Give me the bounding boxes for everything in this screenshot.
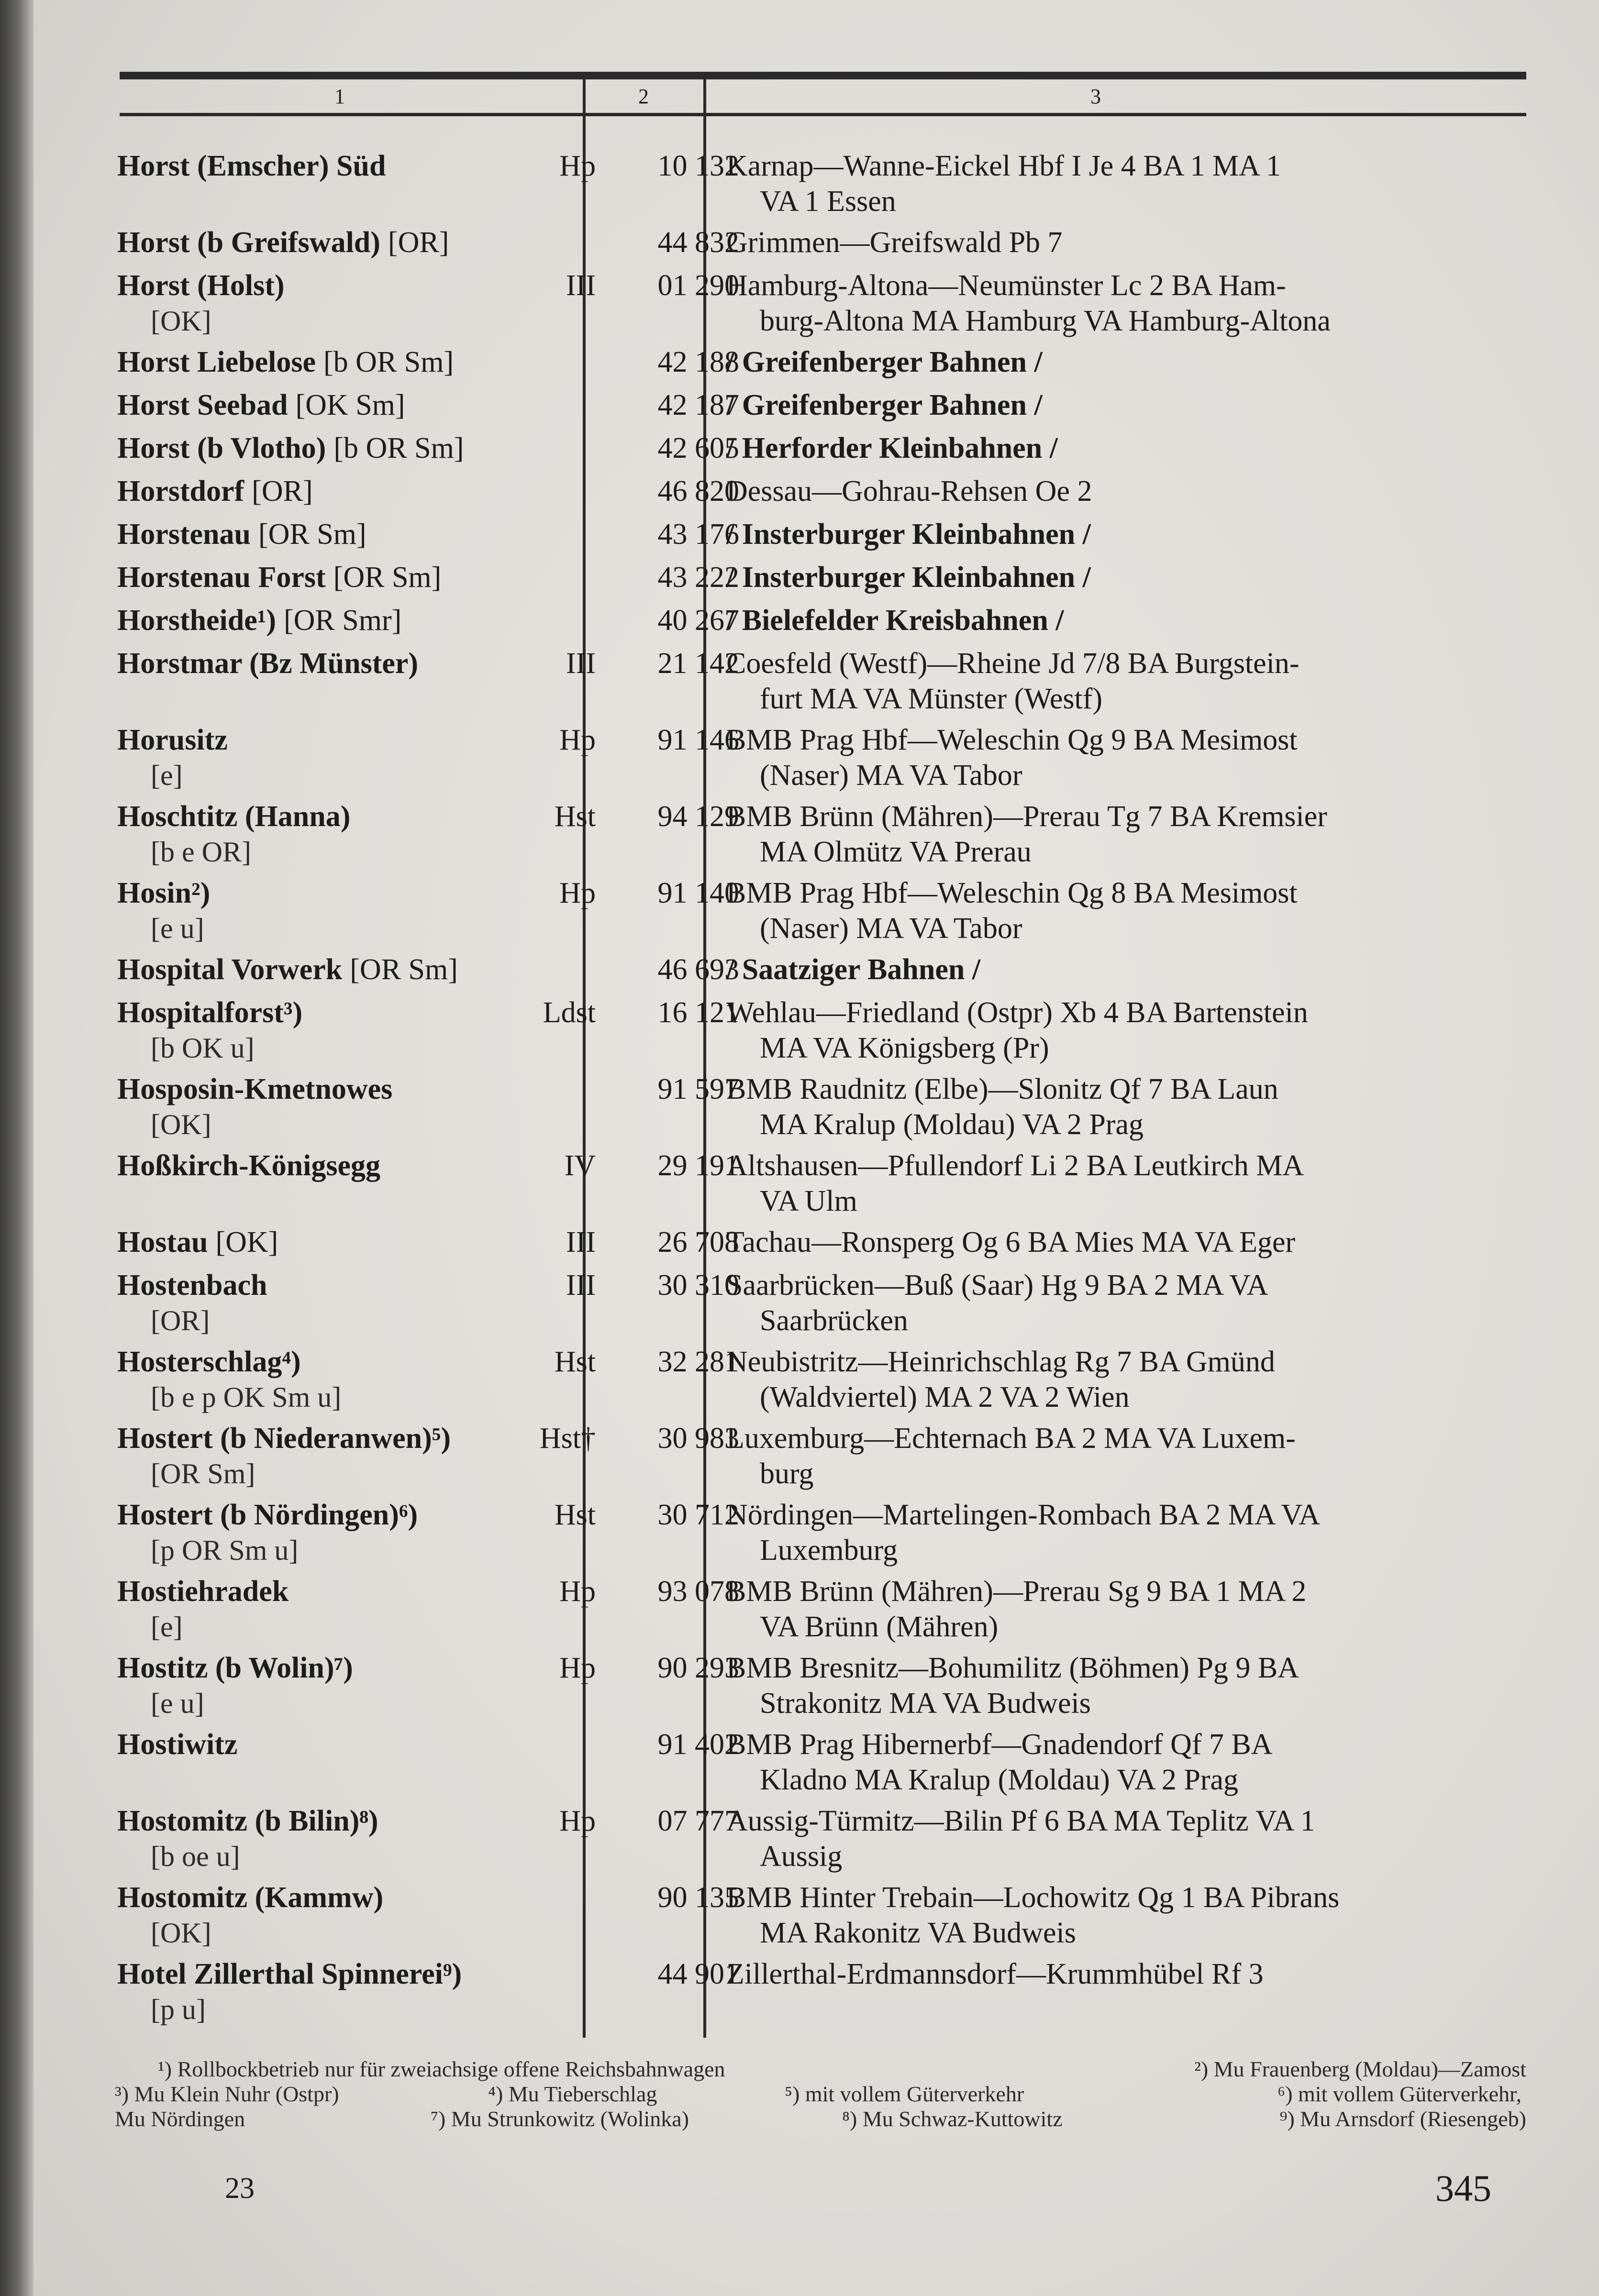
station-codes: [OK Sm] <box>295 389 405 421</box>
route-description <box>726 560 1528 595</box>
station-name-cell <box>117 268 596 339</box>
station-name-cell <box>117 1225 596 1260</box>
station-name-cell <box>117 474 596 509</box>
station-name-cell <box>117 148 596 184</box>
station-number-value: 42 187 <box>657 389 739 421</box>
route-line-2: Kladno MA Kralup (Moldau) VA 2 Prag <box>760 1764 1238 1796</box>
station-number-value: 30 310 <box>657 1269 739 1302</box>
station-number <box>596 225 739 260</box>
station-number <box>596 1421 739 1456</box>
station-name-cell <box>117 1727 596 1762</box>
station-codes: [OK] <box>151 1917 211 1949</box>
station-codes: [b e p OK Sm u] <box>151 1381 342 1413</box>
station-number <box>596 1497 739 1533</box>
station-name: Horstenau Forst <box>117 561 326 594</box>
station-name-cell <box>117 603 596 638</box>
footnote-line-2 <box>115 2082 1531 2107</box>
station-number-value: 26 708 <box>657 1226 739 1258</box>
route-line-1: Neubistritz—Heinrichschlag Rg 7 BA Gmünd <box>726 1346 1275 1378</box>
route-line-2: Luxemburg <box>760 1534 898 1567</box>
route-line-1: / Bielefelder Kreisbahnen / <box>726 604 1064 637</box>
station-class: III <box>566 1226 596 1258</box>
route-line-2: burg <box>760 1457 814 1490</box>
station-name: Horusitz <box>117 724 228 756</box>
station-number-value: 42 188 <box>657 346 739 378</box>
station-number <box>596 387 739 423</box>
station-number-value: 94 129 <box>657 800 739 833</box>
station-number-value: 16 121 <box>657 996 739 1029</box>
route-line-1: Karnap—Wanne-Eickel Hbf I Je 4 BA 1 MA 1 <box>726 150 1281 182</box>
route-line-1: / Herforder Kleinbahnen / <box>726 432 1058 464</box>
station-codes: [e u] <box>151 1688 204 1719</box>
route-description <box>726 344 1528 380</box>
station-name-cell <box>117 1650 596 1721</box>
station-name-cell <box>117 799 596 870</box>
station-name-cell <box>117 722 596 793</box>
station-name-cell <box>117 875 596 946</box>
route-description <box>726 1650 1528 1721</box>
footnote-9: ⁹) Mu Arnsdorf (Riesengeb) <box>1279 2107 1526 2131</box>
route-line-1: / Greifenberger Bahnen / <box>726 346 1043 378</box>
station-codes: [OR Smr] <box>283 604 402 637</box>
station-name: Hosterschlag⁴) <box>117 1346 301 1378</box>
route-description <box>726 1421 1528 1491</box>
station-codes: [b e OR] <box>151 836 251 868</box>
route-description <box>726 225 1528 260</box>
page-number: 345 <box>1435 2167 1491 2209</box>
station-number-value: 46 820 <box>657 475 739 508</box>
station-number <box>596 646 739 681</box>
station-number-value: 44 901 <box>657 1958 739 1990</box>
station-name: Hostiwitz <box>117 1728 238 1761</box>
route-line-1: Luxemburg—Echternach BA 2 MA VA Luxem- <box>726 1422 1296 1455</box>
station-number <box>596 1574 739 1609</box>
station-name: Hotel Zillerthal Spinnerei⁹) <box>117 1958 462 1990</box>
station-name: Hostenbach <box>117 1269 267 1302</box>
station-class: III <box>566 1269 596 1302</box>
footnote-2: ²) Mu Frauenberg (Moldau)—Zamost <box>1194 2057 1526 2081</box>
station-number <box>596 952 739 987</box>
footnote-6-cont: Mu Nördingen <box>115 2107 245 2131</box>
route-description <box>726 799 1528 870</box>
station-name-cell <box>117 1344 596 1415</box>
station-name-cell <box>117 1421 596 1491</box>
route-line-2: VA Ulm <box>760 1185 857 1217</box>
station-class: III <box>566 647 596 680</box>
route-description <box>726 1344 1528 1415</box>
station-number-value: 90 135 <box>657 1881 739 1914</box>
station-number-value: 30 983 <box>657 1422 739 1455</box>
station-number <box>596 995 739 1030</box>
station-name-cell <box>117 1574 596 1645</box>
station-name: Horstenau <box>117 518 251 551</box>
route-description <box>726 1880 1528 1951</box>
station-number-value: 42 605 <box>657 432 739 464</box>
station-number <box>596 799 739 834</box>
station-number-value: 30 712 <box>657 1499 739 1531</box>
station-number <box>596 1650 739 1686</box>
route-line-1: Zillerthal-Erdmannsdorf—Krummhübel Rf 3 <box>726 1958 1264 1990</box>
station-codes: [OR] <box>388 226 449 259</box>
station-name-cell <box>117 952 596 987</box>
footnote-line-3 <box>115 2107 1531 2131</box>
station-codes: [OR Sm] <box>151 1458 255 1490</box>
page <box>33 0 1599 2296</box>
station-number-value: 40 267 <box>657 604 739 637</box>
station-number-value: 07 777 <box>657 1805 739 1837</box>
station-class: Hp <box>559 724 596 756</box>
station-name: Hospital Vorwerk <box>117 953 343 986</box>
station-codes: [OR Sm] <box>333 561 442 594</box>
route-description <box>726 430 1528 466</box>
route-line-2: Saarbrücken <box>760 1304 908 1337</box>
station-name-cell <box>117 1497 596 1568</box>
route-line-1: BMB Hinter Trebain—Lochowitz Qg 1 BA Pibrans <box>726 1881 1340 1914</box>
book-binding-shadow <box>0 0 33 2296</box>
route-line-1: BMB Raudnitz (Elbe)—Slonitz Qf 7 BA Laun <box>726 1073 1278 1105</box>
station-number-value: 21 142 <box>657 647 739 680</box>
station-number <box>596 1727 739 1762</box>
station-name: Hoßkirch-Königsegg <box>117 1149 381 1182</box>
station-codes: [OR] <box>252 475 313 508</box>
route-line-1: Dessau—Gohrau-Rehsen Oe 2 <box>726 475 1092 508</box>
station-name: Horst Liebelose <box>117 346 316 378</box>
station-codes: [b OR Sm] <box>323 346 454 378</box>
station-number-value: 91 597 <box>657 1073 739 1105</box>
station-number-value: 93 078 <box>657 1575 739 1608</box>
column-header-1: 1 <box>334 85 345 108</box>
station-name-cell <box>117 430 596 466</box>
station-name: Horst (b Vlotho) <box>117 432 326 464</box>
route-line-1: Hamburg-Altona—Neumünster Lc 2 BA Ham- <box>726 269 1286 302</box>
station-name-cell <box>117 387 596 423</box>
station-codes: [e] <box>151 1611 183 1643</box>
route-description <box>726 995 1528 1066</box>
station-class: Ldst <box>543 996 596 1029</box>
station-codes: [e] <box>151 760 183 791</box>
station-number <box>596 603 739 638</box>
station-class: Hp <box>559 1652 596 1684</box>
station-class: Hst† <box>539 1422 596 1455</box>
station-name-cell <box>117 646 596 681</box>
footnote-1: ¹) Rollbockbetrieb nur für zweiachsige offene Reichsbahnwagen <box>158 2057 725 2081</box>
station-name: Hostert (b Nördingen)⁶) <box>117 1499 418 1531</box>
route-line-1: Aussig-Türmitz—Bilin Pf 6 BA MA Teplitz VA 1 <box>726 1805 1315 1837</box>
station-number <box>596 430 739 466</box>
station-codes: [b OK u] <box>151 1032 255 1064</box>
footnote-7: ⁷) Mu Strunkowitz (Wolinka) <box>431 2107 689 2131</box>
station-class: Hp <box>559 1805 596 1837</box>
route-line-1: / Insterburger Kleinbahnen / <box>726 518 1091 551</box>
station-number <box>596 268 739 303</box>
footnote-line-1 <box>115 2057 1531 2082</box>
route-description <box>726 1574 1528 1645</box>
route-description <box>726 603 1528 638</box>
route-description <box>726 952 1528 987</box>
station-number <box>596 1803 739 1839</box>
station-number-value: 44 832 <box>657 226 739 259</box>
station-number-value: 43 222 <box>657 561 739 594</box>
route-description <box>726 517 1528 552</box>
route-line-2: VA Brünn (Mähren) <box>760 1611 999 1643</box>
table-top-rule <box>120 72 1526 79</box>
station-codes: [OK] <box>215 1226 278 1258</box>
station-name-cell <box>117 1956 596 2027</box>
station-number <box>596 1344 739 1380</box>
route-line-1: Wehlau—Friedland (Ostpr) Xb 4 BA Bartenstein <box>726 996 1308 1029</box>
station-number <box>596 1225 739 1260</box>
station-codes: [OK] <box>151 305 211 337</box>
route-description <box>726 646 1528 717</box>
table-header-rule <box>120 113 1526 116</box>
route-description <box>726 148 1528 219</box>
route-line-2: VA 1 Essen <box>760 185 896 218</box>
station-class: Hst <box>554 1346 596 1378</box>
station-name-cell <box>117 225 596 260</box>
route-line-1: Saarbrücken—Buß (Saar) Hg 9 BA 2 MA VA <box>726 1269 1268 1302</box>
station-number <box>596 517 739 552</box>
station-name: Horstdorf <box>117 475 244 508</box>
station-number-value: 91 402 <box>657 1728 739 1761</box>
station-name: Hostomitz (b Bilin)⁸) <box>117 1805 378 1837</box>
station-name: Hostiehradek <box>117 1575 289 1608</box>
station-name: Hostitz (b Wolin)⁷) <box>117 1652 353 1684</box>
route-line-1: Coesfeld (Westf)—Rheine Jd 7/8 BA Burgstein- <box>726 647 1299 680</box>
route-description <box>726 1268 1528 1338</box>
station-codes: [p u] <box>151 1994 206 2025</box>
station-number-value: 91 146 <box>657 724 739 756</box>
station-codes: [b oe u] <box>151 1841 240 1872</box>
station-name: Horstheide¹) <box>117 604 276 637</box>
route-description <box>726 1148 1528 1219</box>
station-number-value: 43 176 <box>657 518 739 551</box>
station-name-cell <box>117 517 596 552</box>
station-name: Horstmar (Bz Münster) <box>117 647 419 680</box>
station-class: III <box>566 269 596 302</box>
footnote-5: ⁵) mit vollem Güterverkehr <box>785 2082 1024 2106</box>
route-description <box>726 1803 1528 1874</box>
route-line-2: furt MA VA Münster (Westf) <box>760 683 1103 715</box>
route-description <box>726 1727 1528 1798</box>
route-line-2: MA Kralup (Moldau) VA 2 Prag <box>760 1108 1144 1141</box>
station-number <box>596 560 739 595</box>
station-number <box>596 1148 739 1183</box>
station-name: Hosin²) <box>117 877 211 909</box>
route-description <box>726 387 1528 423</box>
station-codes: [OR Sm] <box>258 518 366 551</box>
station-name-cell <box>117 1803 596 1874</box>
route-description <box>726 875 1528 946</box>
station-name: Hostau <box>117 1226 208 1258</box>
route-line-2: (Naser) MA VA Tabor <box>760 912 1022 945</box>
station-codes: [OR] <box>151 1305 210 1336</box>
route-line-1: / Greifenberger Bahnen / <box>726 389 1043 421</box>
station-name: Horst (Holst) <box>117 269 285 302</box>
station-codes: [OR Sm] <box>350 953 458 986</box>
signature-number: 23 <box>225 2172 255 2205</box>
station-name: Hosposin-Kmetnowes <box>117 1073 393 1105</box>
station-class: Hst <box>554 1499 596 1531</box>
station-class: IV <box>564 1149 596 1182</box>
station-number <box>596 474 739 509</box>
station-codes: [OK] <box>151 1109 211 1140</box>
column-header-3: 3 <box>1090 85 1101 108</box>
route-line-1: Altshausen—Pfullendorf Li 2 BA Leutkirch MA <box>726 1149 1304 1182</box>
route-description <box>726 722 1528 793</box>
route-description <box>726 1497 1528 1568</box>
station-number-value: 90 293 <box>657 1652 739 1684</box>
route-line-2: (Naser) MA VA Tabor <box>760 759 1022 792</box>
route-line-2: MA Rakonitz VA Budweis <box>760 1917 1076 1949</box>
footnote-6: ⁶) mit vollem Güterverkehr, <box>1277 2082 1521 2106</box>
station-number <box>596 1956 739 1992</box>
station-name-cell <box>117 560 596 595</box>
station-name: Hostomitz (Kammw) <box>117 1881 384 1914</box>
route-line-2: (Waldviertel) MA 2 VA 2 Wien <box>760 1381 1130 1413</box>
route-line-1: Tachau—Ronsperg Og 6 BA Mies MA VA Eger <box>726 1226 1296 1258</box>
route-line-2: burg-Altona MA Hamburg VA Hamburg-Altona <box>760 305 1331 337</box>
station-name-cell <box>117 1148 596 1183</box>
route-description <box>726 1071 1528 1142</box>
route-line-2: Strakonitz MA VA Budweis <box>760 1687 1091 1720</box>
route-description <box>726 268 1528 339</box>
station-number <box>596 1268 739 1303</box>
station-number <box>596 875 739 911</box>
route-line-1: BMB Prag Hibernerbf—Gnadendorf Qf 7 BA <box>726 1728 1273 1761</box>
station-number <box>596 722 739 758</box>
station-name-cell <box>117 1268 596 1338</box>
station-codes: [e u] <box>151 913 204 944</box>
station-number <box>596 148 739 184</box>
station-codes: [b OR Sm] <box>333 432 464 464</box>
station-class: Hp <box>559 1575 596 1608</box>
footnote-4: ⁴) Mu Tieberschlag <box>488 2082 657 2106</box>
route-line-1: / Insterburger Kleinbahnen / <box>726 561 1091 594</box>
station-number-value: 01 290 <box>657 269 739 302</box>
station-number-value: 29 191 <box>657 1149 739 1182</box>
station-class: Hp <box>559 150 596 182</box>
station-number <box>596 1071 739 1107</box>
station-name: Hostert (b Niederanwen)⁵) <box>117 1422 451 1455</box>
station-name: Hoschtitz (Hanna) <box>117 800 351 833</box>
footnote-3: ³) Mu Klein Nuhr (Ostpr) <box>115 2082 339 2106</box>
route-line-2: Aussig <box>760 1840 843 1873</box>
station-class: Hst <box>554 800 596 833</box>
route-description <box>726 474 1528 509</box>
route-line-2: MA VA Königsberg (Pr) <box>760 1032 1049 1064</box>
station-name-cell <box>117 995 596 1066</box>
station-number <box>596 1880 739 1915</box>
station-name: Horst (b Greifswald) <box>117 226 380 259</box>
route-description <box>726 1225 1528 1260</box>
station-name: Horst (Emscher) Süd <box>117 150 386 182</box>
station-name-cell <box>117 344 596 380</box>
route-line-2: MA Olmütz VA Prerau <box>760 836 1032 868</box>
station-number-value: 91 140 <box>657 877 739 909</box>
route-line-1: BMB Bresnitz—Bohumilitz (Böhmen) Pg 9 BA <box>726 1652 1299 1684</box>
station-name-cell <box>117 1071 596 1142</box>
station-name-cell <box>117 1880 596 1951</box>
footnote-8: ⁸) Mu Schwaz-Kuttowitz <box>842 2107 1063 2131</box>
route-line-1: BMB Prag Hbf—Weleschin Qg 8 BA Mesimost <box>726 877 1298 909</box>
route-line-1: BMB Prag Hbf—Weleschin Qg 9 BA Mesimost <box>726 724 1298 756</box>
station-name: Hospitalforst³) <box>117 996 303 1029</box>
route-line-1: Nördingen—Martelingen-Rombach BA 2 MA VA <box>726 1499 1321 1531</box>
route-description <box>726 1956 1528 1992</box>
station-codes: [p OR Sm u] <box>151 1534 299 1566</box>
route-line-1: BMB Brünn (Mähren)—Prerau Tg 7 BA Kremsier <box>726 800 1327 833</box>
station-number-value: 32 281 <box>657 1346 739 1378</box>
route-line-1: BMB Brünn (Mähren)—Prerau Sg 9 BA 1 MA 2 <box>726 1575 1307 1608</box>
route-line-1: / Saatziger Bahnen / <box>726 953 981 986</box>
station-number-value: 10 132 <box>657 150 739 182</box>
station-name: Horst Seebad <box>117 389 288 421</box>
route-line-1: Grimmen—Greifswald Pb 7 <box>726 226 1063 259</box>
column-header-2: 2 <box>638 85 649 108</box>
station-class: Hp <box>559 877 596 909</box>
station-number <box>596 344 739 380</box>
station-number-value: 46 693 <box>657 953 739 986</box>
